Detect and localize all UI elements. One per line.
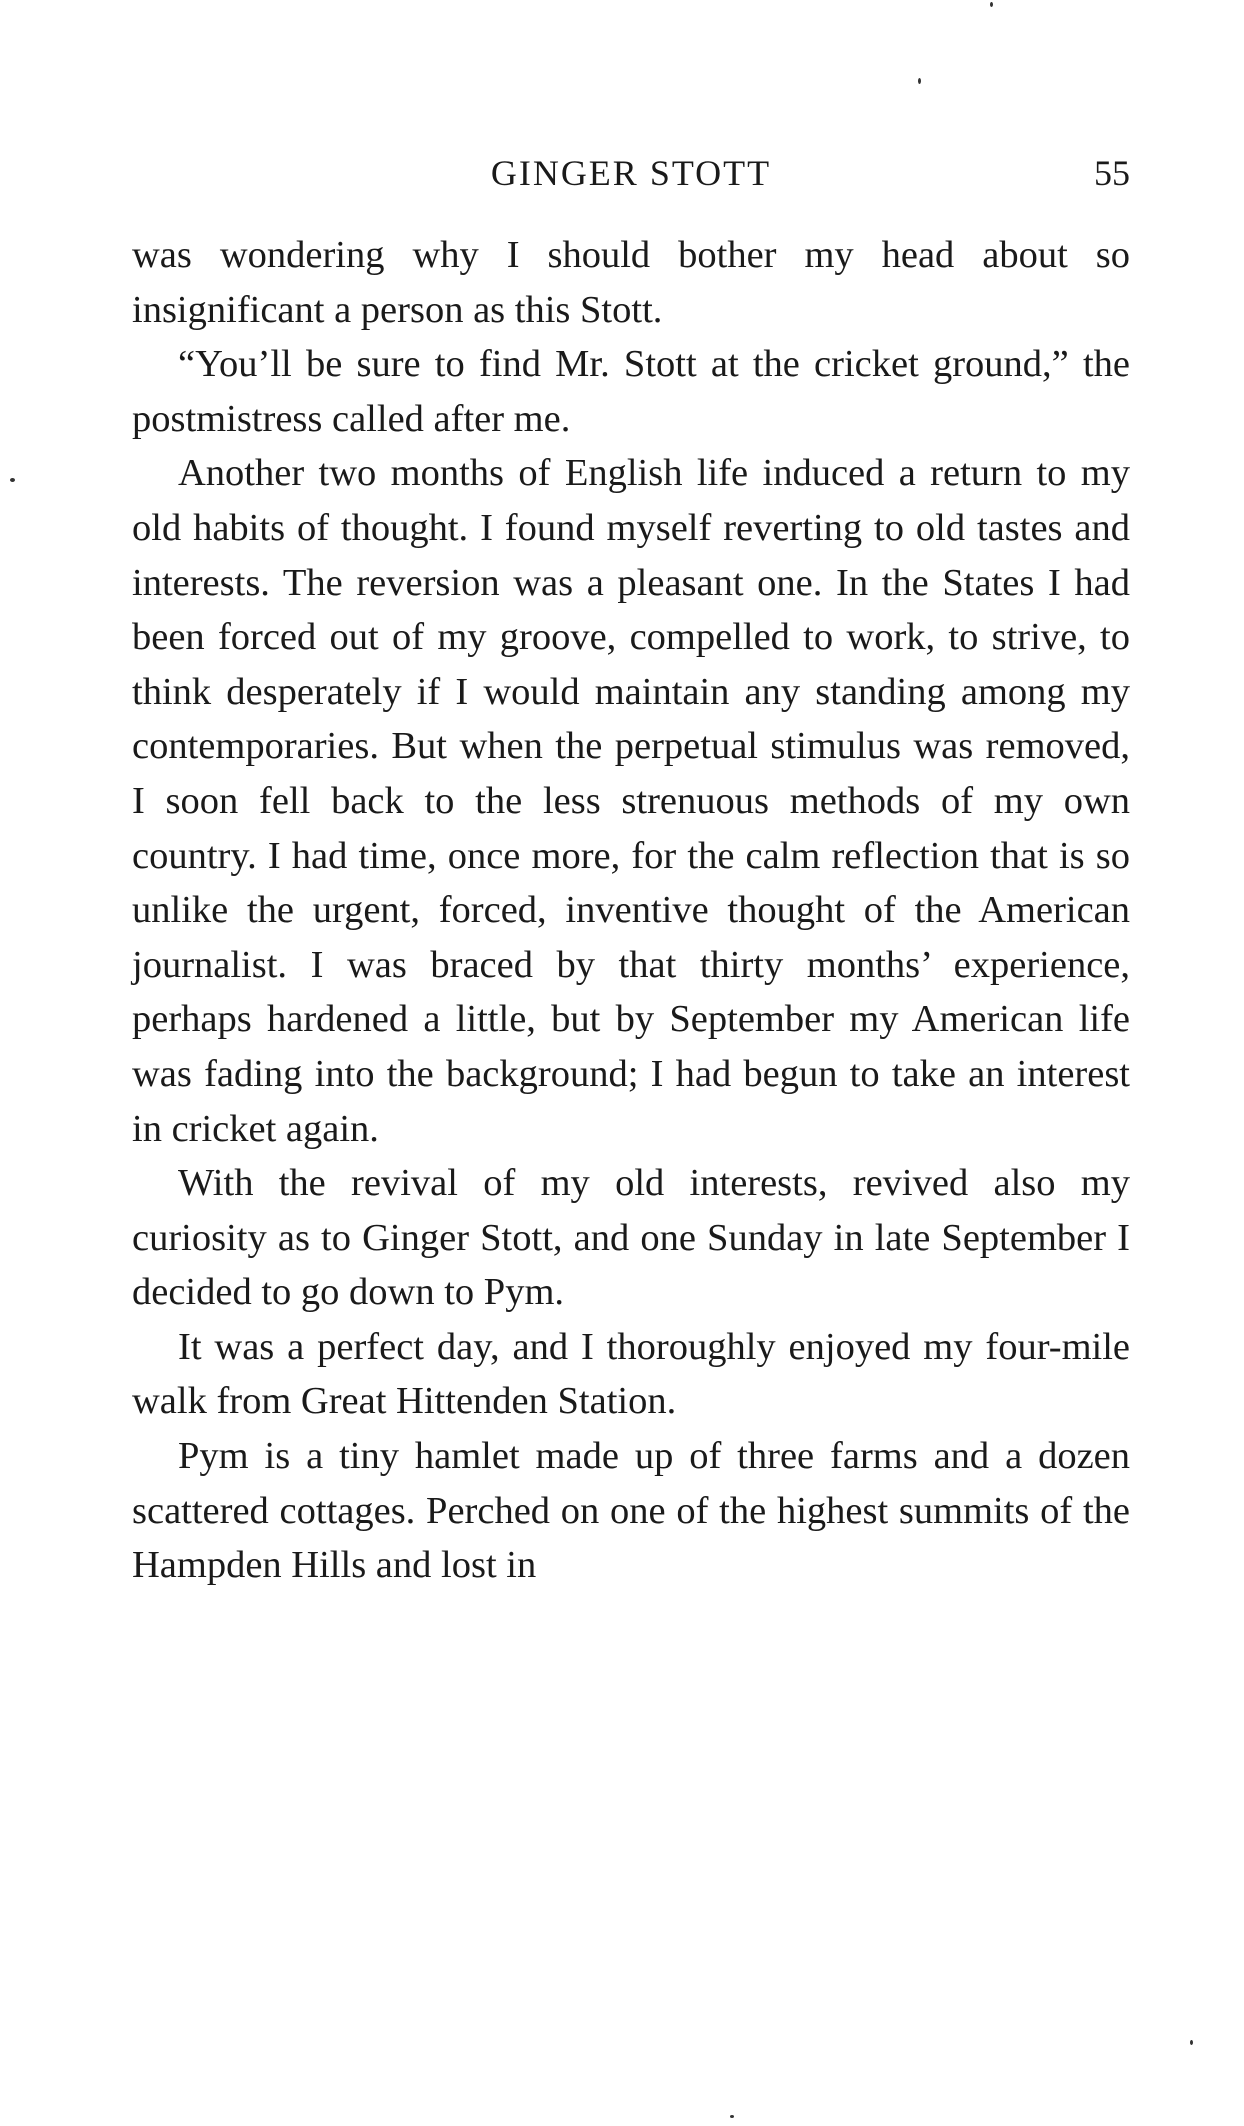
paragraph-4: With the revival of my old interests, revived also my curiosity as to Ginger Stott, and one Sunday in late September I decided to go down to Pym. bbox=[132, 1162, 1130, 1314]
body-text bbox=[132, 228, 1130, 1593]
paragraph-2: “You’ll be sure to find Mr. Stott at the cricket ground,” the postmistress called after me. bbox=[132, 343, 1130, 440]
running-title: GINGER STOTT bbox=[490, 153, 772, 193]
scan-speck bbox=[10, 478, 15, 482]
page-number: 55 bbox=[1094, 153, 1130, 193]
paragraph-5: It was a perfect day, and I thoroughly enjoyed my four-mile walk from Great Hittenden Station. bbox=[132, 1325, 1130, 1423]
paragraph-1: was wondering why I should bother my head about so insignificant a person as this Stott. bbox=[132, 234, 1130, 331]
paragraph-6: Pym is a tiny hamlet made up of three farms and a dozen scattered cottages. Perched on one of the highest summits of the Hampden Hills and lost in bbox=[132, 1435, 1130, 1587]
scan-speck bbox=[730, 2115, 734, 2118]
scan-speck bbox=[1190, 2040, 1193, 2045]
page-header bbox=[132, 150, 1130, 196]
paragraph-3: Another two months of English life induced a return to my old habits of thought. I found myself reverting to old tastes and interests. The reversion was a pleasant one. In the States I had been forced out of my groove, compelled to work, to strive, to think desperately if I would maintain any standing among my contemporaries. But when the perpetual stimulus was removed, I soon fell back to the less strenuous methods of my own country. I had time, once more, for the calm reflection that is so unlike the urgent, forced, inventive thought of the American journalist. I was braced by that thirty months’ experience, perhaps hardened a little, but by September my American life was fading into the background; I had begun to take an interest in cricket again. bbox=[132, 452, 1130, 1150]
scan-speck bbox=[990, 2, 993, 7]
scan-speck bbox=[918, 78, 921, 84]
